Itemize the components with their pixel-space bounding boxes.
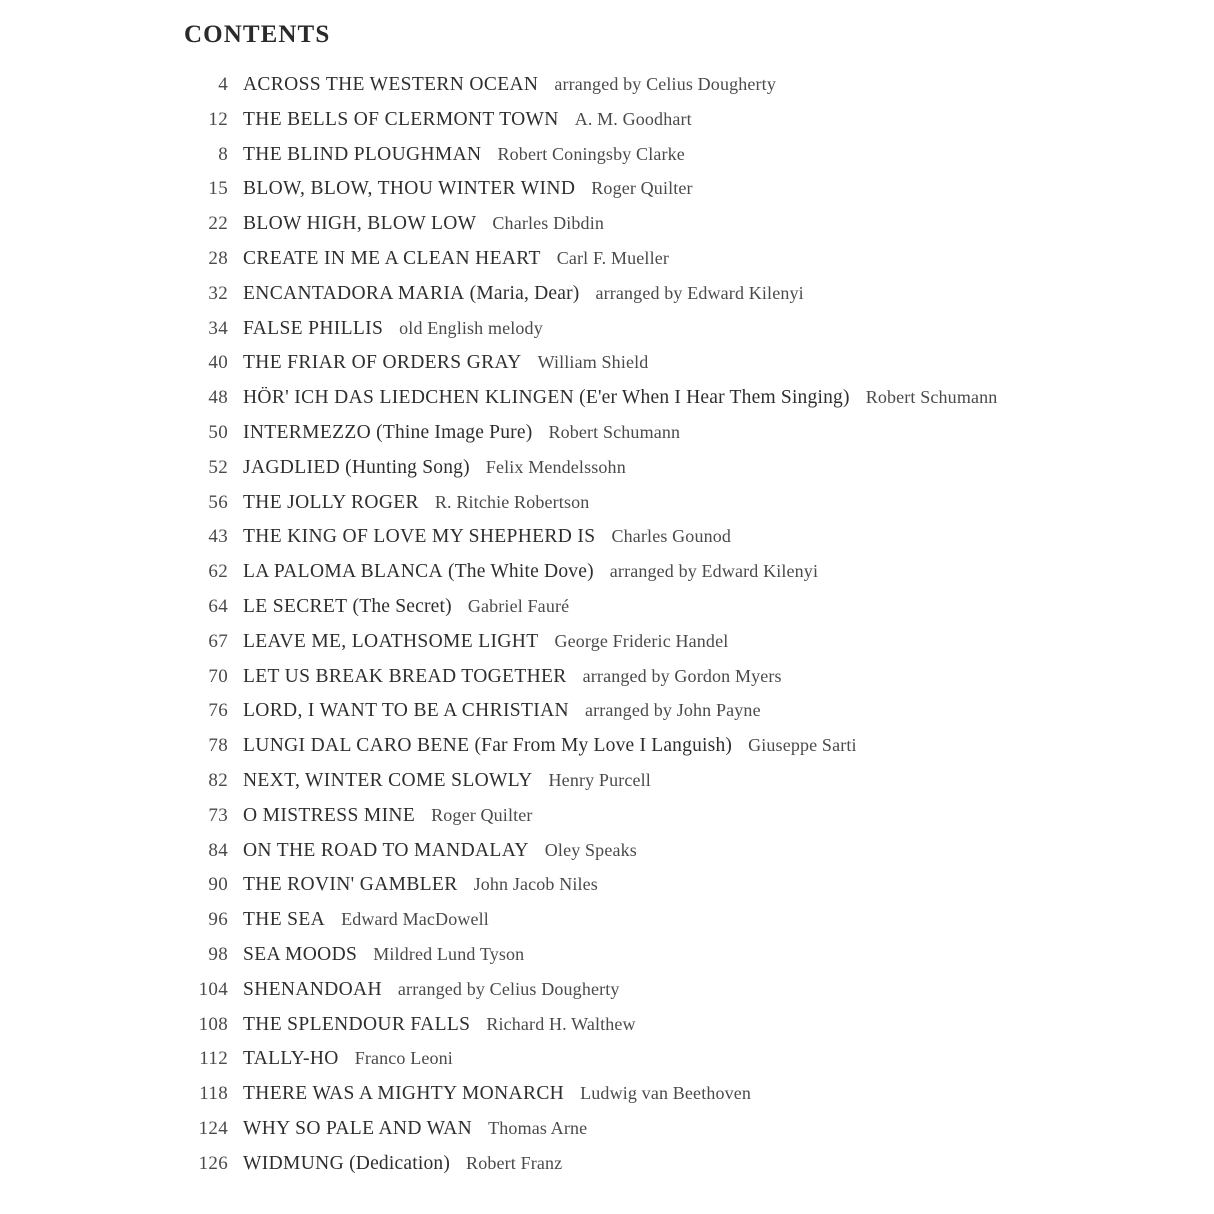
entry-title: LEAVE ME, LOATHSOME LIGHT [243,630,539,652]
entry-credit: Robert Schumann [548,421,681,442]
entry-body [228,283,804,305]
entry-title: ON THE ROAD TO MANDALAY [243,839,529,861]
toc-entry[interactable] [0,352,1214,387]
entry-credit: Henry Purcell [548,769,651,790]
entry-body [228,596,569,618]
entry-page-number: 90 [208,874,228,896]
entry-credit: arranged by Edward Kilenyi [595,282,804,303]
entry-title: BLOW, BLOW, THOU WINTER WIND [243,178,576,200]
entry-subtitle: (Dedication) [344,1152,451,1174]
entry-credit: Gabriel Fauré [467,595,570,616]
toc-entry[interactable] [0,387,1214,422]
entry-body [228,457,626,479]
toc-entry[interactable] [0,805,1214,840]
entry-page-number: 84 [208,839,228,861]
entry-page-number: 8 [218,143,228,165]
toc-entry[interactable] [0,979,1214,1014]
entry-credit: Giuseppe Sarti [748,735,857,756]
entry-body [228,144,685,166]
toc-entry[interactable] [0,944,1214,979]
entry-credit: Mildred Lund Tyson [373,943,525,964]
entry-credit: arranged by Celius Dougherty [554,74,776,94]
entry-page-number: 4 [218,74,228,95]
entry-body [228,387,997,409]
entry-title: CREATE IN ME A CLEAN HEART [243,247,541,269]
entry-credit: Robert Schumann [865,387,998,408]
entry-title: THERE WAS A MIGHTY MONARCH [243,1083,565,1105]
entry-page-number: 70 [208,665,228,687]
entry-page-number: 22 [208,213,228,235]
entry-page-number: 64 [208,595,228,617]
entry-body [228,805,533,827]
toc-entry[interactable] [0,1118,1214,1153]
toc-entry[interactable] [0,248,1214,283]
entry-title: LET US BREAK BREAD TOGETHER [243,665,567,687]
entry-credit: Robert Coningsby Clarke [497,143,685,164]
toc-entry[interactable] [0,631,1214,666]
entry-body [228,74,776,96]
entry-body [228,700,761,722]
entry-title: THE JOLLY ROGER [243,491,419,513]
entry-body [228,248,669,270]
toc-entry[interactable] [0,457,1214,492]
entry-title: WIDMUNG [243,1152,345,1174]
entry-body [228,735,857,757]
entry-title: THE SPLENDOUR FALLS [243,1013,471,1035]
toc-entry[interactable] [0,318,1214,353]
entry-title: THE FRIAR OF ORDERS GRAY [243,352,522,374]
entry-credit: Felix Mendelssohn [485,456,626,477]
entry-body [228,109,692,131]
entry-body [228,909,489,931]
toc-entry[interactable] [0,1083,1214,1118]
entry-credit: Thomas Arne [488,1117,588,1138]
entry-subtitle: (The White Dove) [442,561,594,583]
entry-credit: arranged by Edward Kilenyi [609,561,819,582]
entry-body [228,979,620,1001]
entry-credit: arranged by Gordon Myers [582,665,782,686]
entry-page-number: 50 [208,421,228,443]
toc-entry[interactable] [0,1014,1214,1049]
entry-page-number: 112 [199,1048,228,1070]
entry-credit: Roger Quilter [431,804,533,825]
entry-body [228,213,604,235]
entry-body [228,840,637,862]
entry-body [228,944,524,966]
entry-page-number: 108 [198,1013,228,1035]
entry-page-number: 12 [208,108,228,130]
entry-title: NEXT, WINTER COME SLOWLY [243,769,533,791]
entry-body [228,178,693,200]
entry-page-number: 43 [208,526,228,548]
entry-subtitle: (The Secret) [347,595,452,617]
entry-body [228,422,680,444]
entry-title: O MISTRESS MINE [243,804,416,826]
entry-page-number: 96 [208,909,228,931]
entry-credit: Charles Dibdin [492,213,604,234]
entry-page-number: 82 [208,769,228,791]
entry-page-number: 40 [208,352,228,374]
entry-page-number: 98 [208,943,228,965]
toc-entry[interactable] [0,1048,1214,1083]
entry-title: THE KING OF LOVE MY SHEPHERD IS [243,526,596,548]
entry-body [228,1014,636,1036]
entry-title: ACROSS THE WESTERN OCEAN [243,74,539,95]
toc-entry[interactable] [0,1153,1214,1188]
toc-entry[interactable] [0,596,1214,631]
toc-entry[interactable] [0,213,1214,248]
entry-credit: Carl F. Mueller [556,247,670,268]
entry-credit: arranged by John Payne [584,700,761,721]
entry-page-number: 104 [198,978,228,1000]
entry-title: INTERMEZZO [243,421,372,443]
entry-credit: arranged by Celius Dougherty [397,978,620,999]
entry-subtitle: (E'er When I Hear Them Singing) [574,387,850,409]
entry-credit: John Jacob Niles [473,874,598,895]
entry-page-number: 126 [198,1152,228,1174]
entry-credit: R. Ritchie Robertson [434,491,590,512]
entry-title: JAGDLIED [243,456,341,478]
entry-page-number: 34 [208,317,228,339]
entry-title: THE SEA [243,909,326,931]
toc-entry[interactable] [0,909,1214,944]
toc-entry[interactable] [0,283,1214,318]
entry-body [228,874,598,896]
entry-title: LA PALOMA BLANCA [243,561,443,583]
entry-credit: William Shield [537,352,649,373]
toc-entry[interactable] [0,144,1214,179]
entry-credit: Robert Franz [466,1152,563,1173]
entry-subtitle: (Maria, Dear) [464,282,580,304]
entry-subtitle: (Thine Image Pure) [371,421,533,443]
toc-entry[interactable] [0,874,1214,909]
toc-entry[interactable] [0,770,1214,805]
table-of-contents-list [0,74,1214,1188]
entry-credit: A. M. Goodhart [574,108,692,129]
entry-page-number: 48 [208,387,228,409]
entry-body [228,561,818,583]
entry-credit: Richard H. Walthew [486,1013,636,1034]
toc-entry[interactable] [0,526,1214,561]
toc-entry[interactable] [0,561,1214,596]
entry-credit: Roger Quilter [591,178,693,199]
entry-title: HÖR' ICH DAS LIEDCHEN KLINGEN [243,387,575,409]
entry-body [228,770,651,792]
entry-title: TALLY-HO [243,1048,339,1070]
entry-page-number: 78 [208,735,228,757]
entry-credit: Oley Speaks [544,839,637,860]
entry-credit: old English melody [399,317,543,338]
entry-body [228,1083,751,1105]
entry-body [228,492,589,514]
entry-page-number: 62 [208,561,228,583]
entry-title: THE BLIND PLOUGHMAN [243,143,482,165]
entry-page-number: 118 [199,1083,228,1105]
toc-entry[interactable] [0,840,1214,875]
entry-credit: Franco Leoni [354,1048,453,1069]
entry-title: BLOW HIGH, BLOW LOW [243,213,477,235]
toc-entry[interactable] [0,492,1214,527]
entry-body [228,1118,587,1140]
entry-title: ENCANTADORA MARIA [243,282,465,304]
entry-page-number: 73 [208,804,228,826]
entry-title: SEA MOODS [243,943,358,965]
page-title: CONTENTS [184,21,331,48]
entry-body [228,352,648,374]
toc-entry[interactable] [0,700,1214,735]
entry-title: LORD, I WANT TO BE A CHRISTIAN [243,700,569,722]
entry-credit: Ludwig van Beethoven [580,1083,752,1104]
entry-subtitle: (Hunting Song) [340,456,470,478]
entry-body [228,1048,453,1070]
toc-entry[interactable] [0,735,1214,770]
entry-title: FALSE PHILLIS [243,317,384,339]
entry-page-number: 76 [208,700,228,722]
entry-page-number: 56 [208,491,228,513]
entry-subtitle: (Far From My Love I Languish) [469,735,733,757]
entry-title: WHY SO PALE AND WAN [243,1117,473,1139]
entry-body [228,666,782,688]
entry-title: THE ROVIN' GAMBLER [243,874,458,896]
entry-page-number: 52 [208,456,228,478]
entry-title: LE SECRET [243,595,348,617]
entry-title: SHENANDOAH [243,978,382,1000]
toc-entry[interactable] [0,109,1214,144]
entry-body [228,526,731,548]
toc-entry[interactable] [0,74,1214,109]
entry-credit: George Frideric Handel [554,630,729,651]
entry-credit: Edward MacDowell [341,909,489,930]
entry-body [228,631,728,653]
entry-title: THE BELLS OF CLERMONT TOWN [243,108,559,130]
entry-credit: Charles Gounod [611,526,732,547]
entry-title: LUNGI DAL CARO BENE [243,735,470,757]
toc-entry[interactable] [0,178,1214,213]
entry-page-number: 124 [198,1117,228,1139]
toc-entry[interactable] [0,422,1214,457]
entry-page-number: 67 [208,630,228,652]
entry-page-number: 32 [208,282,228,304]
entry-page-number: 28 [208,247,228,269]
entry-body [228,1153,562,1175]
toc-entry[interactable] [0,666,1214,701]
entry-body [228,318,543,340]
entry-page-number: 15 [208,178,228,200]
